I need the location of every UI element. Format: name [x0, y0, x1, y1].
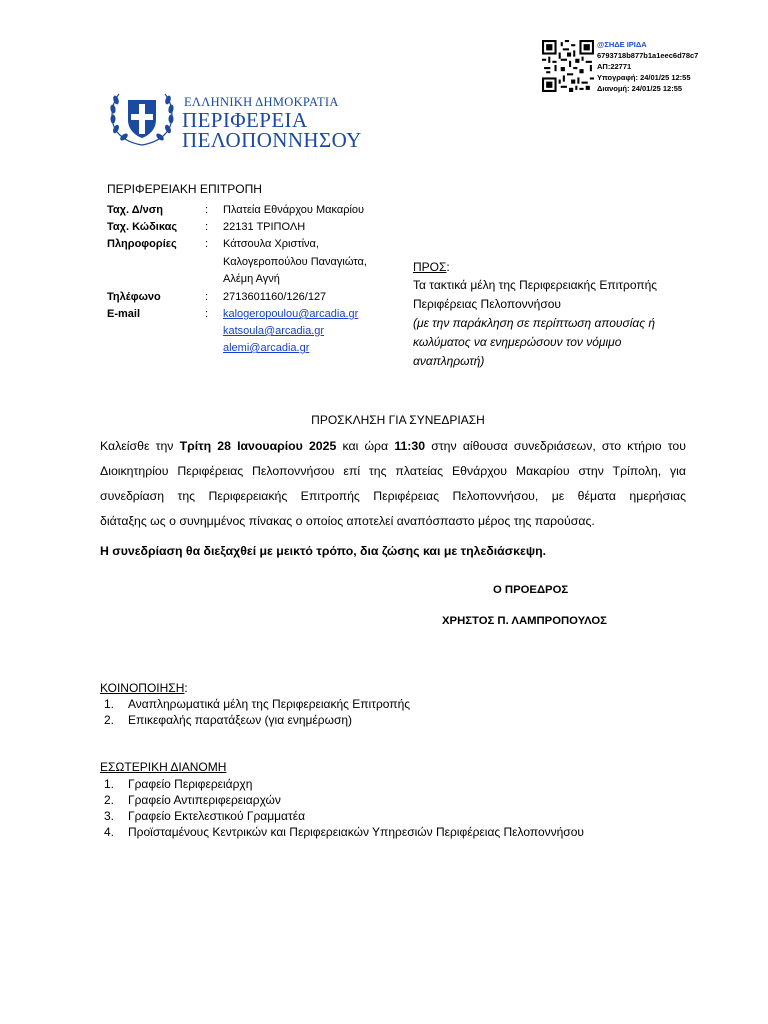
email-label: E-mail [107, 308, 141, 320]
email-link-3[interactable]: alemi@arcadia.gr [223, 342, 310, 354]
list-item-number: 1. [104, 697, 115, 711]
cc-heading [100, 681, 188, 695]
list-item: Αναπληρωματικά μέλη της Περιφερειακής Επιτροπής [128, 697, 411, 711]
list-item: Γραφείο Περιφερειάρχη [128, 777, 253, 791]
recipient-line-1: Τα τακτικά μέλη της Περιφερειακής Επιτροπής [413, 278, 658, 292]
meeting-date: Τρίτη 28 Ιανουαρίου 2025 [179, 439, 337, 453]
address-value: Πλατεία Εθνάρχου Μακαρίου [223, 204, 365, 216]
invitation-paragraph-line-2: Διοικητηρίου Περιφέρειας Πελοποννήσου επί της πλατείας Εθνάρχου Μακαρίου στην Τρίπολη, για [100, 464, 686, 478]
invitation-paragraph-line-4: διάταξης ως ο συνημμένος πίνακας ο οποίος αποτελεί αναπόσπαστο μέρος της παρούσας. [100, 514, 595, 528]
colon: : [205, 291, 209, 303]
info-person-1: Κάτσουλα Χριστίνα, [223, 238, 319, 250]
recipient-label: ΠΡΟΣ [413, 260, 447, 274]
email-link-2[interactable]: katsoula@arcadia.gr [223, 325, 325, 337]
list-item-number: 4. [104, 825, 115, 839]
list-item-number: 2. [104, 713, 115, 727]
invitation-title: ΠΡΟΣΚΛΗΣΗ ΓΙΑ ΣΥΝΕΔΡΙΑΣΗ [311, 413, 485, 427]
president-name: ΧΡΗΣΤΟΣ Π. ΛΑΜΠΡΟΠΟΥΛΟΣ [442, 615, 607, 627]
stamp-hash: 6793718b877b1a1eec6d78c7 [597, 51, 699, 60]
recipient-note-2: κωλύματος να ενημερώσουν τον νόμιμο [413, 335, 622, 349]
list-item-number: 1. [104, 777, 115, 791]
meeting-time: 11:30 [394, 439, 426, 453]
list-item: Προϊσταμένους Κεντρικών και Περιφερειακών Υπηρεσιών Περιφέρειας Πελοποννήσου [128, 825, 584, 839]
info-label: Πληροφορίες [107, 238, 177, 250]
postcode-label: Ταχ. Κώδικας [107, 221, 178, 233]
email-link-1[interactable]: kalogeropoulou@arcadia.gr [223, 308, 359, 320]
p1-text-c: στην αίθουσα συνεδριάσεων, στο κτήριο του [425, 439, 686, 453]
cc-heading-colon: : [184, 681, 188, 695]
stamp-signature: Υπογραφή: 24/01/25 12:55 [597, 73, 691, 82]
region-title-line2: ΠΕΛΟΠΟΝΝΗΣΟΥ [182, 128, 362, 152]
postcode-value: 22131 ΤΡΙΠΟΛΗ [223, 221, 306, 233]
committee-title: ΠΕΡΙΦΕΡΕΙΑΚΗ ΕΠΙΤΡΟΠΗ [107, 182, 262, 196]
cc-heading-label: ΚΟΙΝΟΠΟΙΗΣΗ [100, 681, 185, 695]
list-item: Γραφείο Αντιπεριφερειαρχών [128, 793, 281, 807]
republic-title: ΕΛΛΗΝΙΚΗ ΔΗΜΟΚΡΑΤΙΑ [184, 95, 339, 109]
list-item: Επικεφαλής παρατάξεων (για ενημέρωση) [128, 713, 353, 727]
info-person-3: Αλέμη Αγνή [223, 273, 280, 285]
colon: : [205, 204, 209, 216]
list-item-number: 2. [104, 793, 115, 807]
president-title: Ο ΠΡΟΕΔΡΟΣ [493, 584, 569, 596]
meeting-mode: Η συνεδρίαση θα διεξαχθεί με μεικτό τρόπο, δια ζώσης και με τηλεδιάσκεψη. [100, 544, 547, 558]
recipient-note-1: (με την παράκληση σε περίπτωση απουσίας ή [413, 316, 656, 330]
recipient-note-3: αναπληρωτή) [413, 354, 485, 368]
phone-value: 2713601160/126/127 [223, 291, 327, 303]
list-item-number: 3. [104, 809, 115, 823]
recipient-heading [413, 260, 450, 274]
invitation-paragraph-line-1 [100, 434, 686, 459]
p1-text-b: και ώρα [336, 439, 395, 453]
qr-code-icon [542, 40, 594, 92]
colon: : [205, 221, 209, 233]
address-label: Ταχ. Δ/νση [107, 204, 164, 216]
stamp-system: @ΣΗΔΕ ΙΡΙΔΑ [597, 40, 647, 49]
colon: : [205, 238, 209, 250]
recipient-colon: : [446, 260, 450, 274]
colon: : [205, 308, 209, 320]
stamp-protocol: ΑΠ:22771 [597, 62, 632, 71]
internal-distribution-heading: ΕΣΩΤΕΡΙΚΗ ΔΙΑΝΟΜΗ [100, 760, 227, 774]
invitation-paragraph-line-3: συνεδρίαση της Περιφερειακής Επιτροπής Περιφέρειας Πελοποννήσου, με θέματα ημερήσιας [100, 489, 686, 503]
info-person-2: Καλογεροπούλου Παναγιώτα, [223, 256, 367, 268]
list-item: Γραφείο Εκτελεστικού Γραμματέα [128, 809, 306, 823]
phone-label: Τηλέφωνο [107, 291, 161, 303]
recipient-line-2: Περιφέρειας Πελοποννήσου [413, 297, 561, 311]
stamp-distribution: Διανομή: 24/01/25 12:55 [597, 84, 683, 93]
region-title-line1: ΠΕΡΙΦΕΡΕΙΑ [182, 108, 308, 132]
greek-emblem-icon [106, 90, 178, 148]
p1-text-a: Καλείσθε την [100, 439, 180, 453]
